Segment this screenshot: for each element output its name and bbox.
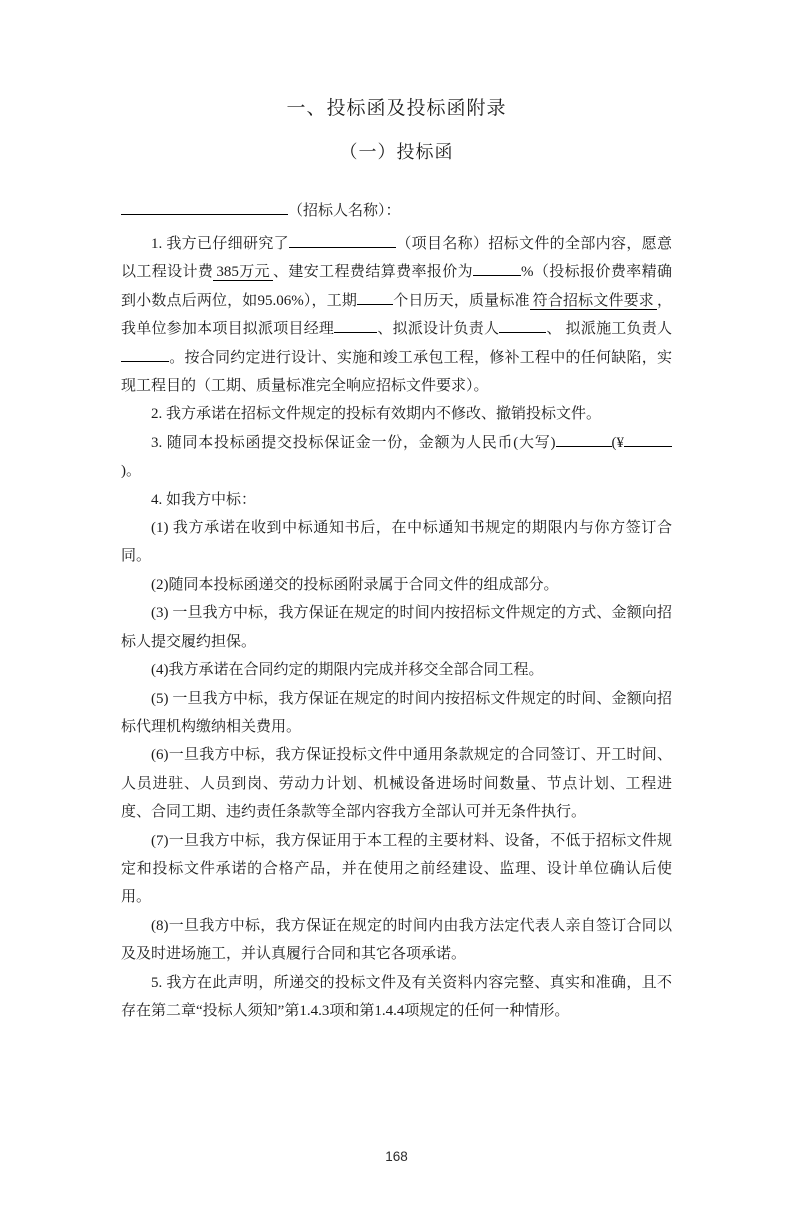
text-run: 、拟派设计负责人 [377,321,500,338]
fill-in-blank [473,261,521,276]
fill-in-blank [499,318,546,333]
paragraph [121,486,672,514]
text-run: 3. 随同本投标函提交投标保证金一份，金额为人民币(大写) [151,434,556,451]
text-run: (3) 一旦我方中标，我方保证在规定的时间内按招标文件规定的方式、金额向招标人提交履约担保。 [121,605,672,650]
fill-in-blank [289,233,396,248]
document-page [0,97,793,1220]
page-title: 一、投标函及投标函附录 [286,98,507,119]
paragraph [121,400,672,428]
underlined-value: 符合招标文件要求 [530,293,657,310]
paragraph [121,827,672,912]
text-run: 、建安工程费结算费率报价为 [273,264,474,281]
text-run: )。 [121,463,141,480]
page-number: 168 [385,1149,408,1164]
text-run: (2)随同本投标函递交的投标函附录属于合同文件的组成部分。 [151,576,559,593]
text-run: (6)一旦我方中标，我方保证投标文件中通用条款规定的合同签订、开工时间、人员进驻、人员到岗、劳动力计划、机械设备进场时间数量、节点计划、工程进度、合同工期、违约责任条款等全部内容我方全部认可并无条件执行。 [121,747,672,821]
fill-in-blank [556,432,612,447]
text-run: 、 拟派施工负责人 [546,321,672,338]
paragraph [121,656,672,684]
text-run: 1. 我方已仔细研究了 [151,236,289,252]
text-run: 个日历天，质量标准 [393,292,530,309]
paragraph [121,741,672,826]
text-run: 2. 我方承诺在招标文件规定的投标有效期内不修改、撤销投标文件。 [151,406,602,423]
bidder-name-blank [121,200,288,215]
fill-in-blank [357,290,393,305]
paragraph [121,912,672,969]
underlined-value: 385万元 [213,264,273,281]
paragraph [121,230,672,400]
paragraph [121,514,672,571]
fill-in-blank [334,318,377,333]
page-subtitle: （一）投标函 [339,142,454,162]
paragraph [121,571,672,599]
text-run: %（投标报价费率精确到小数点后两位，如95.06%），工期 [121,264,672,309]
paragraph [121,599,672,656]
text-run: 。按合同约定进行设计、实施和竣工承包工程，修补工程中的任何缺陷，实现工程目的（工期、质量标准完全响应招标文件要求）。 [121,349,672,395]
paragraph [121,685,672,742]
text-run: (1) 我方承诺在收到中标通知书后，在中标通知书规定的期限内与你方签订合同。 [121,520,672,565]
text-run: (8)一旦我方中标，我方保证在规定的时间内由我方法定代表人亲自签订合同以及及时进场施工，并认真履行合同和其它各项承诺。 [121,917,672,963]
text-run: （项目名称）招标文件的全部内容，愿意以工程设计费 [121,236,672,281]
paragraph [121,969,672,1026]
paragraph [121,429,672,486]
body-paragraphs [121,230,672,1025]
text-run: (5) 一旦我方中标，我方保证在规定的时间内按招标文件规定的时间、金额向招标代理机构缴纳相关费用。 [121,690,672,735]
text-run: 4. 如我方中标： [151,491,257,508]
fill-in-blank [624,432,672,447]
fill-in-blank [121,347,169,362]
document-content [121,197,672,1025]
text-run: 5. 我方在此声明，所递交的投标文件及有关资料内容完整、真实和准确，且不存在第二章“投标人须知”第1.4.3项和第1.4.4项规定的任何一种情形。 [121,974,672,1019]
text-run: (7)一旦我方中标，我方保证用于本工程的主要材料、设备，不低于招标文件规定和投标文件承诺的合格产品，并在使用之前经建设、监理、设计单位确认后使用。 [121,832,672,906]
text-run: ，我单位参加本项目拟派项目经理 [121,292,672,338]
text-run: (¥ [611,434,624,451]
text-run: (4)我方承诺在合同约定的期限内完成并移交全部合同工程。 [151,662,544,679]
salutation-label: （招标人名称）： [288,203,401,219]
salutation-line [121,197,672,225]
